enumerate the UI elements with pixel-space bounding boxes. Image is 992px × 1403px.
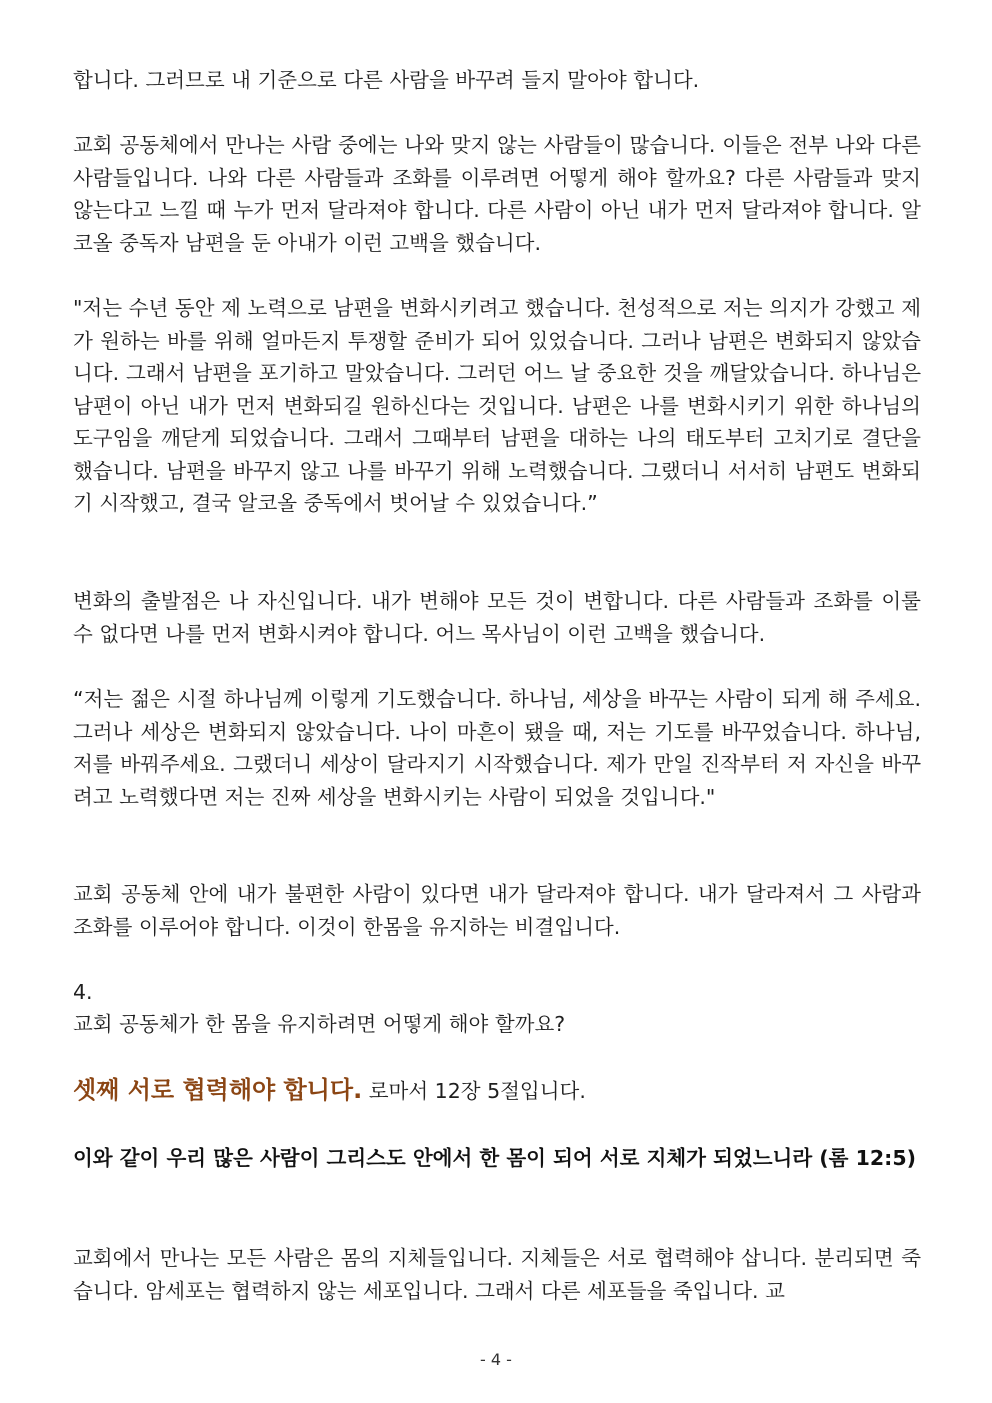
section-number: 4.: [73, 980, 93, 1004]
paragraph-quote-pastor: “저는 젊은 시절 하나님께 이렇게 기도했습니다. 하나님, 세상을 바꾸는 사람이 되게 해 주세요. 그러나 세상은 변화되지 않았습니다. 나이 마흔이 됐을 때, 저는 기도를 바꾸었습니다. 하나님, 저를 바꿔주세요. 그랬더니 세상이 달라지기 시작했습니다. 제가 만일 진작부터 저 자신을 바꾸려고 노력했다면 저는 진짜 세상을 변화시키는 사람이 되었을 것입니다.": [73, 687, 921, 809]
paragraph-7: 교회에서 만나는 모든 사람은 몸의 지체들입니다. 지체들은 서로 협력해야 삽니다. 분리되면 죽습니다. 암세포는 협력하지 않는 세포입니다. 그래서 다른 세포들을 죽입니다. 교: [73, 1246, 921, 1303]
paragraph-4: 변화의 출발점은 나 자신입니다. 내가 변해야 모든 것이 변합니다. 다른 사람들과 조화를 이룰 수 없다면 나를 먼저 변화시켜야 합니다. 어느 목사님이 이런 고백을 했습니다.: [73, 589, 921, 646]
paragraph-2: 교회 공동체에서 만나는 사람 중에는 나와 맞지 않는 사람들이 많습니다. 이들은 전부 나와 다른 사람들입니다. 나와 다른 사람들과 조화를 이루려면 어떻게 해야 할까요? 다른 사람들과 맞지 않는다고 느낄 때 누가 먼저 달라져야 합니다. 다른 사람이 아닌 내가 먼저 달라져야 합니다. 알코올 중독자 남편을 둔 아내가 이런 고백을 했습니다.: [73, 133, 921, 255]
paragraph-quote-wife: "저는 수년 동안 제 노력으로 남편을 변화시키려고 했습니다. 천성적으로 저는 의지가 강했고 제가 원하는 바를 위해 얼마든지 투쟁할 준비가 되어 있었습니다. 그러나 남편은 변화되지 않았습니다. 그래서 남편을 포기하고 말았습니다. 그러던 어느 날 중요한 것을 깨달았습니다. 하나님은 남편이 아닌 내가 먼저 변화되길 원하신다는 것입니다. 남편은 나를 변화시키기 위한 하나님의 도구임을 깨닫게 되었습니다. 그래서 그때부터 남편을 대하는 나의 태도부터 고치기로 결단을 했습니다. 남편을 바꾸지 않고 나를 바꾸기 위해 노력했습니다. 그랬더니 서서히 남편도 변화되기 시작했고, 결국 알코올 중독에서 벗어날 수 있었습니다.”: [73, 296, 921, 515]
section-heading: [73, 1074, 921, 1108]
page-number: - 4 -: [480, 1350, 512, 1369]
heading-reference: 로마서 12장 5절입니다.: [368, 1079, 586, 1103]
section-question: 교회 공동체가 한 몸을 유지하려면 어떻게 해야 할까요?: [73, 1012, 566, 1036]
paragraph-6: 교회 공동체 안에 내가 불편한 사람이 있다면 내가 달라져야 합니다. 내가 달라져서 그 사람과 조화를 이루어야 합니다. 이것이 한몸을 유지하는 비결입니다.: [73, 882, 921, 939]
bible-verse: 이와 같이 우리 많은 사람이 그리스도 안에서 한 몸이 되어 서로 지체가 되었느니라 (롬 12:5): [73, 1146, 916, 1170]
heading-accent: 셋째 서로 협력해야 합니다.: [73, 1076, 363, 1104]
paragraph-1: 합니다. 그러므로 내 기준으로 다른 사람을 바꾸려 들지 말아야 합니다.: [73, 68, 700, 92]
